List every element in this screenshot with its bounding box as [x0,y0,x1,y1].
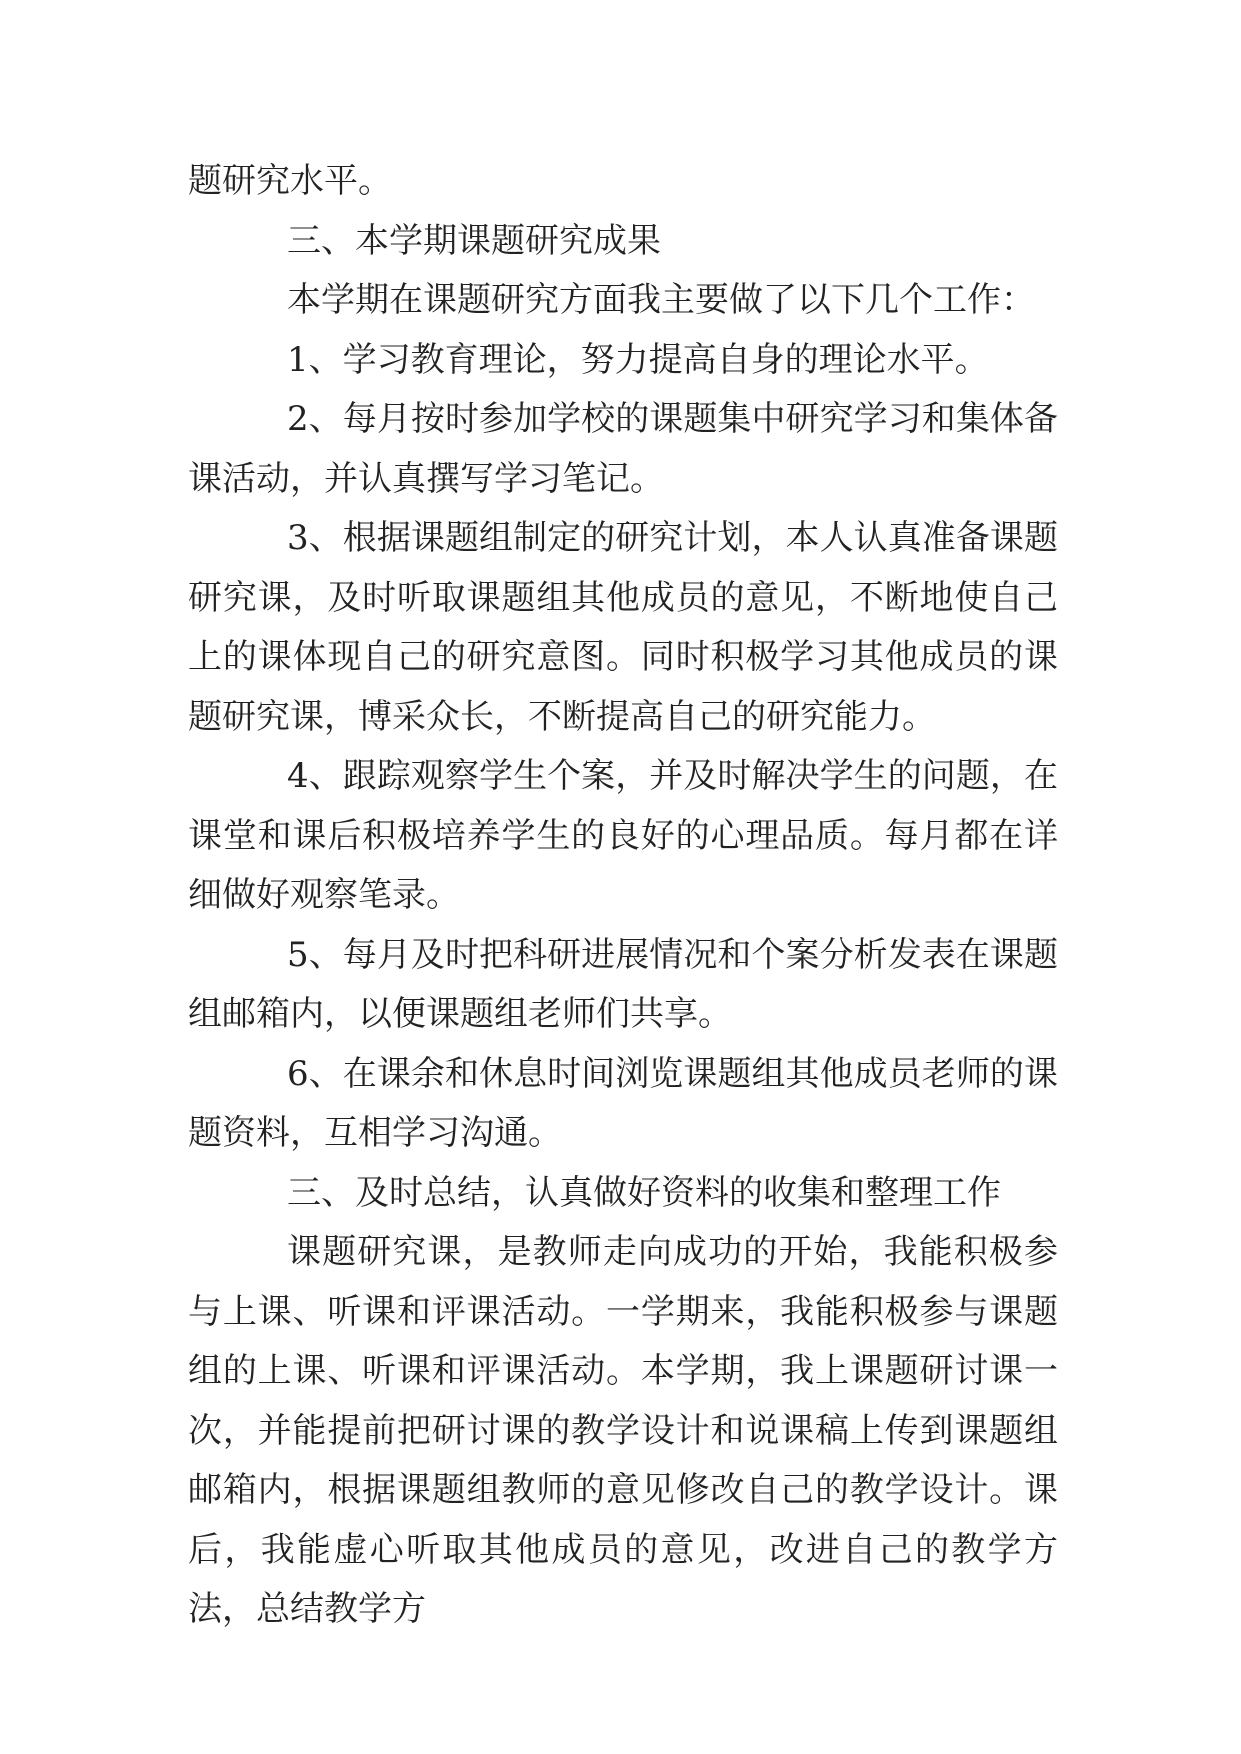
document-body [188,152,1058,1640]
list-item-6: 6、在课余和休息时间浏览课题组其他成员老师的课题资料，互相学习沟通。 [188,1053,1058,1153]
paragraph-intro: 本学期在课题研究方面我主要做了以下几个工作： [287,280,1035,320]
section-heading-research-results: 三、本学期课题研究成果 [287,220,661,261]
list-item-3: 3、根据课题组制定的研究计划，本人认真准备课题研究课，及时听取课题组其他成员的意见，不断地使自己上的课体现自己的研究意图。同时积极学习其他成员的课题研究课，博采众长，不断提高自己的研究能力。 [188,518,1058,737]
section-heading-summary: 三、及时总结，认真做好资料的收集和整理工作 [287,1172,1001,1213]
paragraph-continuation: 题研究水平。 [188,161,392,201]
list-item-1: 1、学习教育理论，努力提高自身的理论水平。 [287,339,989,380]
paragraph-research-lessons: 课题研究课，是教师走向成功的开始，我能积极参与上课、听课和评课活动。一学期来，我能积极参与课题组的上课、听课和评课活动。本学期，我上课题研讨课一次，并能提前把研讨课的教学设计和说课稿上传到课题组邮箱内，根据课题组教师的意见修改自己的教学设计。课后，我能虚心听取其他成员的意见，改进自己的教学方法，总结教学方 [188,1232,1058,1629]
list-item-2: 2、每月按时参加学校的课题集中研究学习和集体备课活动，并认真撰写学习笔记。 [188,399,1058,499]
list-item-5: 5、每月及时把科研进展情况和个案分析发表在课题组邮箱内，以便课题组老师们共享。 [188,934,1058,1034]
list-item-4: 4、跟踪观察学生个案，并及时解决学生的问题，在课堂和课后积极培养学生的良好的心理品质。每月都在详细做好观察笔录。 [188,756,1058,915]
